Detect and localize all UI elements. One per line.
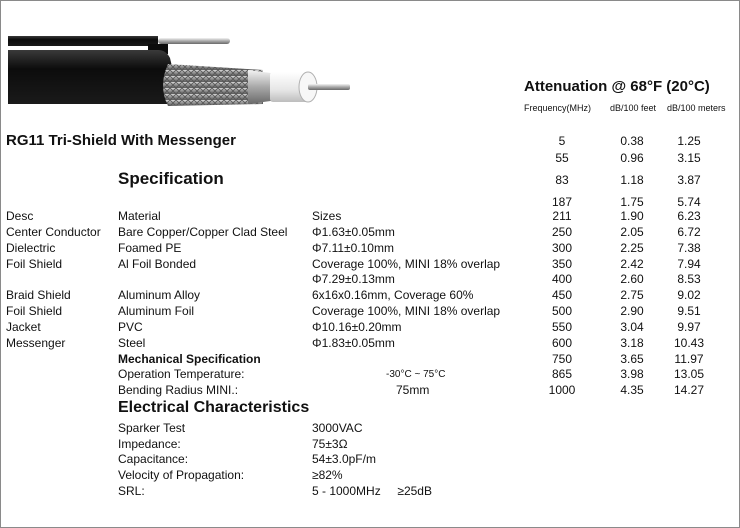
attenuation-header-frequency: Frequency(MHz) (524, 103, 592, 113)
attenuation-db-per-100ft: 2.60 (620, 272, 644, 286)
attenuation-title: Attenuation @ 68°F (20°C) (524, 78, 710, 95)
spec-size: Φ7.29±0.13mm (312, 272, 395, 286)
attenuation-db-per-100m: 6.72 (677, 225, 701, 239)
spec-size: Sizes (312, 209, 342, 223)
attenuation-db-per-100ft: 0.96 (620, 151, 644, 165)
attenuation-db-per-100ft: 3.65 (620, 352, 644, 366)
spec-label: Jacket (6, 320, 41, 334)
coax-cable-illustration (8, 28, 353, 120)
spec-size: 6x16x0.16mm, Coverage 60% (312, 288, 474, 302)
attenuation-header-db-meters: dB/100 meters (667, 103, 726, 113)
attenuation-frequency: 400 (551, 272, 573, 286)
attenuation-db-per-100m: 7.94 (677, 257, 701, 271)
electrical-value: ≥82% (312, 468, 343, 482)
attenuation-db-per-100m: 5.74 (677, 195, 701, 209)
attenuation-db-per-100ft: 4.35 (620, 383, 644, 397)
attenuation-db-per-100m: 7.38 (677, 241, 701, 255)
attenuation-frequency: 750 (551, 352, 573, 366)
spec-material: Aluminum Alloy (118, 288, 201, 302)
spec-label: Desc (6, 209, 34, 223)
mechanical-value: -30°C ~ 75°C (386, 369, 446, 380)
spec-material: Foamed PE (118, 241, 182, 255)
spec-label: Center Conductor (6, 225, 101, 239)
spec-material: Al Foil Bonded (118, 257, 197, 271)
attenuation-db-per-100m: 3.15 (677, 151, 701, 165)
attenuation-db-per-100m: 10.43 (673, 336, 705, 350)
electrical-heading: Electrical Characteristics (118, 399, 310, 416)
attenuation-frequency: 500 (551, 304, 573, 318)
mechanical-label: Operation Temperature: (118, 367, 245, 381)
attenuation-db-per-100ft: 2.25 (620, 241, 644, 255)
attenuation-frequency: 83 (555, 173, 569, 187)
mechanical-label: Bending Radius MINI.: (118, 383, 239, 397)
attenuation-db-per-100m: 3.87 (677, 173, 701, 187)
attenuation-db-per-100ft: 1.90 (620, 209, 644, 223)
attenuation-db-per-100m: 9.51 (677, 304, 701, 318)
attenuation-db-per-100ft: 0.38 (620, 134, 644, 148)
attenuation-db-per-100ft: 3.98 (620, 367, 644, 381)
attenuation-frequency: 55 (555, 151, 569, 165)
product-title: RG11 Tri-Shield With Messenger (6, 132, 236, 149)
mechanical-value: 75mm (396, 383, 430, 397)
spec-size: Φ7.11±0.10mm (312, 241, 394, 255)
attenuation-frequency: 5 (558, 134, 566, 148)
attenuation-frequency: 600 (551, 336, 573, 350)
spec-label: Messenger (6, 336, 66, 350)
attenuation-db-per-100ft: 1.18 (620, 173, 644, 187)
attenuation-frequency: 865 (551, 367, 573, 381)
attenuation-frequency: 350 (551, 257, 573, 271)
electrical-value: 3000VAC (312, 421, 363, 435)
attenuation-db-per-100ft: 1.75 (620, 195, 644, 209)
attenuation-db-per-100ft: 2.05 (620, 225, 644, 239)
electrical-label: Impedance: (118, 437, 181, 451)
attenuation-db-per-100ft: 3.18 (620, 336, 644, 350)
electrical-value: 75±3Ω (312, 437, 348, 451)
attenuation-frequency: 550 (551, 320, 573, 334)
electrical-label: Velocity of Propagation: (118, 468, 245, 482)
attenuation-db-per-100m: 11.97 (674, 352, 704, 366)
attenuation-db-per-100ft: 2.42 (620, 257, 644, 271)
electrical-label: Sparker Test (118, 421, 186, 435)
electrical-label: Capacitance: (118, 452, 189, 466)
attenuation-frequency: 250 (551, 225, 573, 239)
attenuation-db-per-100ft: 2.75 (620, 288, 644, 302)
attenuation-db-per-100m: 1.25 (677, 134, 701, 148)
electrical-value: 5 - 1000MHz ≥25dB (312, 484, 432, 498)
attenuation-frequency: 187 (551, 195, 573, 209)
attenuation-db-per-100m: 8.53 (677, 272, 701, 286)
electrical-value: 54±3.0pF/m (312, 452, 376, 466)
attenuation-frequency: 211 (552, 209, 572, 223)
attenuation-frequency: 1000 (548, 383, 576, 397)
spec-label: Dielectric (6, 241, 56, 255)
spec-material: Bare Copper/Copper Clad Steel (118, 225, 288, 239)
spec-size: Coverage 100%, MINI 18% overlap (312, 257, 501, 271)
spec-material: Steel (118, 336, 146, 350)
attenuation-db-per-100ft: 2.90 (620, 304, 644, 318)
attenuation-header-db-feet: dB/100 feet (610, 103, 657, 113)
attenuation-db-per-100m: 13.05 (673, 367, 705, 381)
mechanical-heading: Mechanical Specification (118, 352, 261, 366)
spec-material: Aluminum Foil (118, 304, 195, 318)
spec-material: PVC (118, 320, 143, 334)
attenuation-db-per-100m: 6.23 (677, 209, 701, 223)
attenuation-db-per-100m: 14.27 (673, 383, 705, 397)
spec-label: Foil Shield (6, 304, 63, 318)
attenuation-frequency: 450 (551, 288, 573, 302)
spec-size: Φ10.16±0.20mm (312, 320, 402, 334)
attenuation-db-per-100m: 9.02 (677, 288, 701, 302)
spec-material: Material (118, 209, 161, 223)
attenuation-frequency: 300 (551, 241, 573, 255)
specification-heading: Specification (118, 169, 224, 188)
spec-size: Φ1.63±0.05mm (312, 225, 395, 239)
attenuation-db-per-100m: 9.97 (677, 320, 701, 334)
spec-label: Braid Shield (6, 288, 71, 302)
electrical-label: SRL: (118, 484, 145, 498)
attenuation-db-per-100ft: 3.04 (620, 320, 644, 334)
spec-size: Φ1.83±0.05mm (312, 336, 395, 350)
spec-size: Coverage 100%, MINI 18% overlap (312, 304, 501, 318)
spec-label: Foil Shield (6, 257, 63, 271)
